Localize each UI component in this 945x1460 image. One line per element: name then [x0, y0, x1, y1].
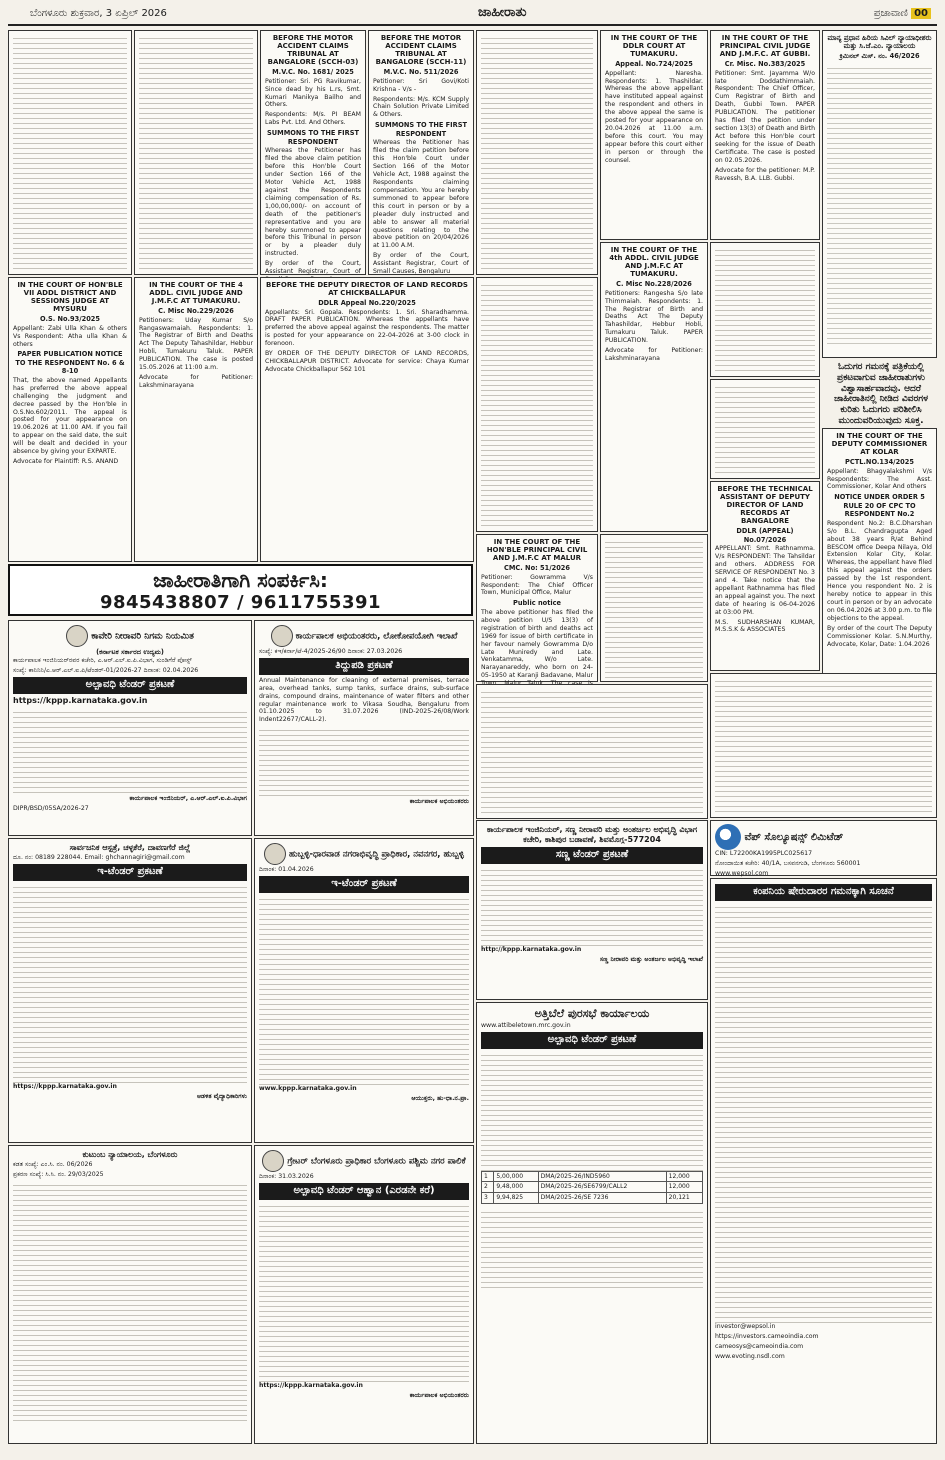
respondents: Respondents: M/s. PI BEAM Labs Pvt. Ltd. And Others. [265, 111, 361, 127]
text-lines [481, 1051, 703, 1171]
org-name: ಹುಬ್ಬಳ್ಳಿ-ಧಾರವಾಡ ನಗರಾಭಿವೃದ್ಧಿ ಪ್ರಾಧಿಕಾರ, ನವನಗರ, ಹುಬ್ಬಳ್ಳಿ [288, 849, 464, 860]
office-address: ಕಾರ್ಯಪಾಲಕ ಇಂಜಿನಿಯರ್‌ರವರ ಕಚೇರಿ, ಎ.ಆರ್.ಎಲ್.ಐ.ಪಿ.ವಿಭಾಗ, ಸುಂಡಿಗೆರೆ ಪೋಸ್ಟ್ [13, 657, 192, 665]
text-lines [259, 895, 469, 1085]
table-cell-amount: 5,00,000 [494, 1171, 538, 1182]
org-header: ಅತ್ತಿಬೆಲೆ ಪುರಸಭೆ ಕಾರ್ಯಾಲಯ [534, 1007, 650, 1020]
case-number: ಕ್ರಿಮಿನಲ್ ಮಿಸ್. ನಂ. 46/2026 [839, 52, 920, 61]
company-website[interactable]: www.wepsol.com [715, 869, 769, 877]
org-header [259, 625, 469, 647]
notice-heading: Public notice [513, 599, 561, 608]
emblem-icon [264, 843, 286, 865]
kannada-legal-notice-4 [710, 242, 820, 377]
text-lines [481, 1208, 703, 1288]
masthead [8, 4, 937, 26]
readers-notice: ಓದುಗರ ಗಮನಕ್ಕೆ ಪತ್ರಿಕೆಯಲ್ಲಿ ಪ್ರಕಟವಾಗುವ ಜಾಹೀರಾತುಗಳು ವಿಶ್ವಾಸಾರ್ಹವಾದವು. ಆದರೆ ಜಾಹೀರಾತಿನಲ್ಲಿ ನೀಡಿದ ವಿವರಗಳ ಕುರಿತು ಓದುಗರು ಪರಿಶೀಲಿಸಿ ಮುಂದುವರಿಯುವುದು ಸೂಕ್ತ. [834, 362, 928, 426]
kannada-legal-notice-8 [710, 673, 937, 818]
advertising-contact-banner [8, 564, 473, 616]
notice-body: Whereas the Petitioner has filed the claim petition before this Hon'ble Court under Section 166 of the Motor Vehicle Act, 1988 against the Respondents claiming compensation. You are hereby summoned to appear before this court in person or by a pleader duly instructed and able to answer all material questions relating to the above petition on 20/04/2026 at 11.00 A.M. [373, 139, 469, 250]
portal-link[interactable]: www.kppp.karnataka.gov.in [259, 1084, 357, 1092]
kannada-legal-notice-1 [8, 30, 132, 275]
attibele-tender-notice [476, 1002, 708, 1444]
mvc-511-notice [368, 30, 474, 275]
court-header: ಕುಟುಂಬ ನ್ಯಾಯಾಲಯ, ಬೆಂಗಳೂರು [82, 1150, 178, 1159]
tender-table [481, 1171, 703, 1204]
tender-title: ಅಲ್ಪಾವಧಿ ಟೆಂಡರ್ ಪ್ರಕಟಣೆ [481, 1032, 703, 1049]
case-number: Cr. Misc. No.383/2025 [724, 60, 806, 69]
text-lines [481, 281, 593, 528]
family-court-notice [8, 1145, 252, 1444]
notice-footer: By order of the Court, Assistant Registrar, Court of [265, 260, 361, 276]
mysuru-os-notice [8, 277, 132, 562]
kolar-ddlr-notice [710, 481, 820, 671]
kannada-legal-notice-5 [476, 277, 598, 532]
org-header [259, 1150, 469, 1172]
emblem-icon [262, 1150, 284, 1172]
text-lines [715, 677, 932, 814]
signatory: ಕಾರ್ಯಪಾಲಕ ಇಂಜಿನಿಯರ್, ಎ.ಆರ್.ಎಲ್.ಐ.ಪಿ.ವಿಭಾಗ [129, 795, 247, 803]
org-header: ಸಾರ್ವಜನಿಕ ಆಸ್ಪತ್ರೆ, ಚಳ್ಳಕೆರೆ, ದಾವಣಗೆರೆ ಜಿಲ್ಲೆ [69, 843, 191, 852]
notice-body: Appellant: Naresha. Respondents: 1. Thashildar. Whereas the above appellant have instituted appeal against the respondent and others in the above appeal the same is posted for your appearance on 20.04.2026 at 11.00 a.m. before this court. You may appear before this court either in person or through the counsel. [605, 69, 703, 164]
minor-irrigation-tender-notice [476, 820, 708, 1000]
kannada-legal-notice-2 [134, 30, 258, 275]
tumakuru-4th-notice [134, 277, 258, 562]
notice-footer: BY ORDER OF THE DEPUTY DIRECTOR OF LAND RECORDS, CHICKBALLAPUR DISTRICT. Advocate for service: Chaya Kumar Advocate Chickballapur 562 101 [265, 350, 469, 374]
petitioner: Petitioner: Sri Govi/Koti Krishna - V/s - [373, 77, 469, 93]
notice-body: The above petitioner has filed the above petition U/S 13(3) of registration of birth and deaths act 1969 for issue of birth certificate in her favour namely Gowramma D/o Late Muniredy and Late. Venkatamma, W/o Late. Narayanareddy, who born on 24-05-1950 at Karanji Badavane, Malur [481, 608, 593, 680]
case-number: M.V.C. No. 1681/ 2025 [272, 68, 354, 77]
signatory: ಸಣ್ಣ ನೀರಾವರಿ ಮತ್ತು ಅಂತರ್ಜಲ ಅಭಿವೃದ್ಧಿ ಇಲಾಖೆ [599, 956, 703, 964]
notice-title: IN THE COURT OF THE DEPUTY COMMISSIONER AT KOLAR [831, 432, 928, 457]
notice-heading: PAPER PUBLICATION NOTICE TO THE RESPONDENT No. 6 & 8-10 [15, 350, 125, 376]
tender-title: ತಿದ್ದುಪಡಿ ಪ್ರಕಟಣೆ [259, 658, 469, 675]
petitioner: Petitioner: Sri. PG Ravikumar, Since dead by his L.rs, Smt. Kumari Manikya Bailho and Others. [265, 77, 361, 109]
wepsol-logo-icon [715, 824, 741, 850]
org-name: ಗ್ರೇಟರ್ ಬೆಂಗಳೂರು ಪ್ರಾಧಿಕಾರ ಬೆಂಗಳೂರು ಪಶ್ಚಿಮ ನಗರ ಪಾಲಿಕೆ [287, 1156, 466, 1167]
brand-name: ಪ್ರಜಾವಾಣಿ [873, 8, 908, 19]
portal-link[interactable]: http://kppp.karnataka.gov.in [481, 946, 582, 954]
kannada-legal-notice-9 [476, 684, 708, 819]
wepsol-header [710, 820, 937, 876]
mvc-1681-notice [260, 30, 366, 275]
notice-body: Petitioners: Uday Kumar S/o Rangaswamaiah. Respondents: 1. The Registrar of Birth and Deaths Act The Deputy Tahashildar, Hebbur Hobli, Tumakuru Taluk. PAPER PUBLICATION. The case is posted 15.05.2026 at 11:00 a.m. [139, 316, 253, 372]
case-number: C. Misc No.229/2026 [158, 307, 234, 316]
text-lines [481, 866, 703, 946]
case-number: DDLR Appeal No.220/2025 [318, 299, 416, 308]
notice-footer: Advocate for Petitioner: Lakshminarayana [139, 374, 253, 390]
notice-title: BEFORE THE MOTOR ACCIDENT CLAIMS TRIBUNAL AT BANGALORE (SCCH-11) [375, 34, 467, 67]
table-cell-no: 1 [482, 1171, 494, 1182]
notice-footer: M.S. SUDHARSHAN KUMAR, M.S.S.K & ASSOCIATES [715, 618, 815, 634]
notice-footer: By order of the Court, Assistant Registrar, Court of Small Causes, Bengaluru [373, 252, 469, 276]
dipr-code: DIPR/BSD/05SA/2026-27 [13, 805, 89, 813]
signatory: ಕಾರ್ಯಪಾಲಕ ಅಭಿಯಂತರರು [409, 798, 469, 806]
org-sub: (ಕರ್ನಾಟಕ ಸರ್ಕಾರದ ಉದ್ಯಮ) [96, 648, 164, 656]
table-row [482, 1171, 703, 1182]
notice-body: Whereas the Petitioner has filed the above claim petition before this Hon'ble Court under Section 166 of the Motor Vehicle Act, 1988 against the Respondents claiming compensation of Rs. 1,00,00,000/- on account of death of the petitioner's representative and you are hereby summoned to appear before this Tribunal in person or by a pleader duly instructed. [265, 147, 361, 258]
table-cell-emd: DMA/2025-26/IND5960 [538, 1171, 666, 1182]
evoting-link[interactable]: www.evoting.nsdl.com [715, 1352, 785, 1360]
tender-body: Annual Maintenance for cleaning of external premises, terrace area, overhead tanks, sump tanks, surface drains, sub-surface drains, compound drains, maintenance of water filters and other regular maintenance work to Vikasa Soudha, Bengaluru from 01.10.2025 to 31.07.2026 (IND-2025-26/08/Work Indent22677/CALL-2). [259, 676, 469, 724]
org-name: ಕಾವೇರಿ ನೀರಾವರಿ ನಿಗಮ ನಿಯಮಿತ [91, 631, 194, 642]
table-cell-emd: DMA/2025-26/SE6799/CALL2 [538, 1182, 666, 1193]
sewage-tender-notice [8, 620, 252, 836]
wepsol-shareholder-notice [710, 878, 937, 1444]
text-lines [715, 246, 815, 373]
text-lines [259, 1202, 469, 1382]
case-number-2: ಪ್ರಕರಣ ಸಂಖ್ಯೆ: ಸಿ.ಸಿ. ನಂ. 29/03/2025 [13, 1171, 104, 1179]
table-cell-emd: DMA/2025-26/SE 7236 [538, 1193, 666, 1204]
parties: Petitioner: Gowramma V/s Respondent: The Chief Officer Town, Municipal Office, Malur [481, 573, 593, 597]
org-header [13, 625, 247, 647]
tender-title: ಅಲ್ಪಾವಧಿ ಟೆಂಡರ್ ಆಹ್ವಾನ (ಎರಡನೇ ಕರೆ) [259, 1183, 469, 1200]
tumakuru-4th-b-notice [600, 242, 708, 532]
notice-title: IN THE COURT OF THE PRINCIPAL CIVIL JUDGE AND J.M.F.C. AT GUBBI. [719, 34, 811, 59]
masthead-section: ಜಾಹೀರಾತು [478, 5, 527, 20]
ref-number: ದಿನಾಂಕ: 31.03.2026 [259, 1173, 314, 1180]
malur-cmc-notice [476, 534, 598, 682]
parties: Appellant: Zabi Ulla Khan & others Vs Respondent: Atha ulla Khan & others [13, 324, 127, 348]
text-lines [259, 726, 469, 796]
notice-title: IN THE COURT OF THE 4th ADDL. CIVIL JUDGE AND J.M.F.C AT TUMAKURU. [609, 246, 699, 279]
contact-phones: 9845438807 / 9611755391 [99, 592, 382, 613]
kannada-legal-notice-7 [600, 534, 708, 682]
ref-number: ಸಂಖ್ಯೆ: ಕಾನಿನಿನಿ/ಎ.ಆರ್.ಎಲ್.ಐ.ಪಿ/ಟೆಂಡರ್-01/2026-27 ದಿನಾಂಕ: 02.04.2026 [13, 667, 199, 675]
notice-title: IN THE COURT OF THE DDLR COURT AT TUMAKURU. [610, 34, 698, 59]
contact-title: ಜಾಹೀರಾತಿಗಾಗಿ ಸಂಪರ್ಕಿಸಿ: [153, 568, 328, 592]
kolar-pctl-notice [822, 428, 937, 678]
case-number: C. Misc No.228/2026 [616, 280, 692, 289]
ref-number: ಸಂಖ್ಯೆ: ಕಇ/ಕರ್ನಾ/ಟೆ-4/2025-26/90 ದಿನಾಂಕ: 27.03.2026 [259, 648, 403, 655]
kannada-legal-notice-6 [710, 379, 820, 479]
tender-title: ಇ-ಟೆಂಡರ್ ಪ್ರಕಟಣೆ [13, 864, 247, 881]
emblem-icon [66, 625, 88, 647]
text-lines [481, 688, 703, 815]
kannada-legal-notice-3 [476, 30, 598, 275]
registrar-email[interactable]: cameosys@cameoindia.com [715, 1342, 804, 1350]
hdda-tender-notice [254, 838, 474, 1143]
notice-title: BEFORE THE DEPUTY DIRECTOR OF LAND RECORDS AT CHICKBALLAPUR [266, 281, 468, 298]
text-lines [481, 34, 593, 271]
company-cin: CIN: L72200KA1995PLC025617 [715, 850, 813, 857]
company-name: ವೆಪ್ ಸೊಲ್ಯೂಷನ್ಸ್ ಲಿಮಿಟೆಡ್ [744, 832, 844, 843]
ref-number: ದಿನಾಂಕ: 01.04.2026 [259, 866, 314, 873]
notice-body: Respondent No.2: B.C.Dharshan S/o B.L. Chandragupta Aged about 38 years R/at Behind BESCOM office Deepa Nilaya, Old Extension Kolar City, Kolar. Whereas, the appellant have filed this appeal against the orders passed by the 1st respondent. Hence you respondent No. 2 is hereby notice to appear in this court in person or by an advocate on 06.04.2026 at 3.00 p.m. to file objections to the appeal. [827, 519, 932, 622]
text-lines [827, 64, 932, 344]
email-link[interactable]: investor@wepsol.in [715, 1322, 776, 1330]
text-lines [13, 1181, 247, 1421]
case-number: Appeal. No.724/2025 [615, 60, 693, 69]
summons-heading: SUMMONS TO THE FIRST RESPONDENT [267, 129, 359, 146]
table-cell-fee: 20,121 [666, 1193, 702, 1204]
company-row [715, 824, 932, 850]
notice-title: IN THE COURT OF THE HON'BLE PRINCIPAL CIVIL AND J.M.F.C AT MALUR [486, 538, 588, 563]
portal-link[interactable]: https://kppp.karnataka.gov.in [13, 1082, 117, 1090]
table-cell-fee: 12,000 [666, 1182, 702, 1193]
case-number: CMC. No: 51/2026 [504, 564, 570, 573]
notice-title: BEFORE THE TECHNICAL ASSISTANT OF DEPUTY DIRECTOR OF LAND RECORDS AT BANGALORE [717, 485, 813, 526]
case-number: M.V.C. No. 511/2026 [383, 68, 459, 77]
notice-body: That, the above named Appellants has preferred the above appeal challenging the judgment and decree passed by the Hon'ble in O.S.No.602/2011. The appeal is posted for your appearance on 19.06.2026 at 11.00 AM. If you fail to appear on the said date, the suit will be dealt and decided in your absence by giving your EXPARTE. [13, 376, 127, 456]
table-row [482, 1182, 703, 1193]
table-cell-no: 3 [482, 1193, 494, 1204]
company-address: ನೋಂದಾಯಿತ ಕಚೇರಿ: 40/1A, ಬಸವನಗುಡಿ, ಬೆಂಗಳೂರು 560001 [715, 859, 861, 867]
tender-title: ಅಲ್ಪಾವಧಿ ಟೆಂಡರ್ ಪ್ರಕಟಣೆ [13, 677, 247, 694]
text-lines [715, 383, 815, 475]
notice-title: BEFORE THE MOTOR ACCIDENT CLAIMS TRIBUNAL AT BANGALORE (SCCH-03) [267, 34, 359, 67]
notice-body: APPELLANT: Smt. Rathnamma. V/s RESPONDENT: The Tahsildar and others. ADDRESS FOR SERVICE OF RESPONDENT No. 3 and 4. Take notice that the appellant Rathnamma has filed an appeal against you. The next date of hearing is 06-04-2026 at 03:00 PM. [715, 545, 815, 616]
page-number: 00 [911, 8, 931, 19]
notice-footer: By order of the court The Deputy Commissioner Kolar. S.N.Murthy, Advocate, Kolar, Date: 1.04.2026 [827, 624, 932, 648]
text-lines [139, 34, 253, 271]
case-number: O.S. No.93/2025 [39, 315, 100, 324]
cr-misc-383-notice [710, 30, 820, 240]
notice-footer: Advocate for Plaintiff: R.S. ANAND [13, 458, 119, 466]
notice-title: IN THE COURT OF HON'BLE VII ADDL DISTRICT AND SESSIONS JUDGE AT MYSURU [17, 281, 123, 314]
parties: Appellant: Bhagyalakshmi V/s Respondents: The Asst. Commissioner, Kolar And others [827, 467, 932, 491]
table-cell-amount: 9,48,000 [494, 1182, 538, 1193]
investor-link[interactable]: https://investors.cameoindia.com [715, 1332, 819, 1340]
newspaper-page [8, 4, 937, 1454]
org-header [259, 843, 469, 865]
ddlr-724-notice [600, 30, 708, 240]
tender-title: ಸಣ್ಣ ಟೆಂಡರ್ ಪ್ರಕಟಣೆ [481, 847, 703, 864]
gba-tender-notice [254, 1145, 474, 1444]
notice-body: Petitioners: Rangesha S/o late Thimmaiah. Respondents: 1. The Registrar of Birth and Deaths Act The Deputy Tahashildar, Hebbur Hobli, Tumakuru Taluk. PAPER PUBLICATION. [605, 289, 703, 345]
notice-title: ಕಂಪನಿಯ ಷೇರುದಾರರ ಗಮನಕ್ಕಾಗಿ ಸೂಚನೆ [715, 884, 932, 901]
signatory: ಕಾರ್ಯಪಾಲಕ ಅಭಿಯಂತರರು [409, 1391, 469, 1399]
hospital-tender-notice [8, 838, 252, 1143]
emblem-icon [271, 625, 293, 647]
text-lines [13, 883, 247, 1083]
summons-heading: SUMMONS TO THE FIRST RESPONDENT [375, 121, 467, 138]
kannada-top-right-notice [822, 30, 937, 358]
signatory: ಆಯುಕ್ತರು, ಹು-ಧಾ.ನ.ಪ್ರಾ. [411, 1094, 469, 1102]
chikkaballapur-ddlr-notice [260, 277, 474, 562]
org-contact: ದೂ. ನಂ: 08189 228044. Email: ghchannagiri@gmail.com [13, 854, 185, 862]
notice-footer: Advocate for Petitioner: Lakshminarayana [605, 347, 703, 363]
notice-title: IN THE COURT OF THE 4 ADDL. CIVIL JUDGE AND J.M.F.C AT TUMAKURU. [149, 281, 243, 306]
table-cell-amount: 9,94,825 [494, 1193, 538, 1204]
notice-body: Appellants: Sri. Gopala. Respondents: 1. Sri. Sharadhamma. DRAFT PAPER PUBLICATION. Whereas the appellants have preferred the above appeal against the respondents. The matter is posted for your appearance on 22-04-2026 at 3-00 clock in forenoon. [265, 308, 469, 348]
text-lines [715, 903, 932, 1323]
org-header: ಕಾರ್ಯಪಾಲಕ ಇಂಜಿನಿಯರ್, ಸಣ್ಣ ನೀರಾವರಿ ಮತ್ತು ಅಂತರ್ಜಲ ಅಭಿವೃದ್ಧಿ ವಿಭಾಗ ಕಚೇರಿ, ಕಾಶಿಪುರ ಬಡಾವಣೆ, ಶಿವಮೊಗ್ಗ-577204 [486, 825, 698, 845]
pwd-tender-notice [254, 620, 474, 836]
org-website[interactable]: www.attibeletown.mrc.gov.in [481, 1022, 571, 1030]
case-number: ಕಡತ ಸಂಖ್ಯೆ: ಎಂ.ಸಿ. ನಂ. 06/2026 [13, 1161, 93, 1169]
text-lines [605, 538, 703, 678]
table-cell-fee: 12,000 [666, 1171, 702, 1182]
masthead-date: ಬೆಂಗಳೂರು ಶುಕ್ರವಾರ, 3 ಏಪ್ರಿಲ್ 2026 [30, 8, 167, 19]
notice-title: ಮಾನ್ಯ ಪ್ರಧಾನ ಹಿರಿಯ ಸಿವಿಲ್ ನ್ಯಾಯಾಧೀಶರು ಮತ್ತು ಸಿ.ಜೆ.ಎಂ. ನ್ಯಾಯಾಲಯ [827, 34, 932, 51]
signatory: ಆಡಳಿತ ವೈದ್ಯಾಧಿಕಾರಿಗಳು [196, 1092, 247, 1100]
org-name: ಕಾರ್ಯಪಾಲಕ ಅಭಿಯಂತರರು, ಲೋಕೋಪಯೋಗಿ ಇಲಾಖೆ [295, 631, 458, 642]
masthead-brand [874, 8, 931, 19]
portal-link[interactable]: https://kppp.karnataka.gov.in [13, 696, 148, 706]
case-number: PCTL.NO.134/2025 [845, 458, 914, 467]
notice-body: Petitioner: Smt. Jayamma W/o late Doddathimmaiah. Respondent: The Chief Officer, Cum Registrar of Birth and Death, Gubbi Town. PAPER PUBLICATION. The petitioner has filed the petition under section 13(3) of Death and Birth Act before this Hon'ble court seeking for the issue of Death Certificate. The case is posted on 02.05.2026. [715, 69, 815, 164]
tender-title: ಇ-ಟೆಂಡರ್ ಪ್ರಕಟಣೆ [259, 876, 469, 893]
text-lines [13, 34, 127, 271]
notice-footer: Advocate for the petitioner: M.P. Ravessh, B.A. LLB. Gubbi. [715, 166, 815, 182]
table-cell-no: 2 [482, 1182, 494, 1193]
notice-heading: NOTICE UNDER ORDER 5 RULE 20 OF CPC TO RESPONDENT No.2 [834, 493, 925, 519]
respondents: Respondents: M/s. KCM Supply Chain Solution Private Limited & Others. [373, 95, 469, 119]
text-lines [13, 708, 247, 793]
portal-link[interactable]: https://kppp.karnataka.gov.in [259, 1381, 363, 1389]
table-row [482, 1193, 703, 1204]
case-number: DDLR (APPEAL) No.07/2026 [736, 527, 794, 544]
